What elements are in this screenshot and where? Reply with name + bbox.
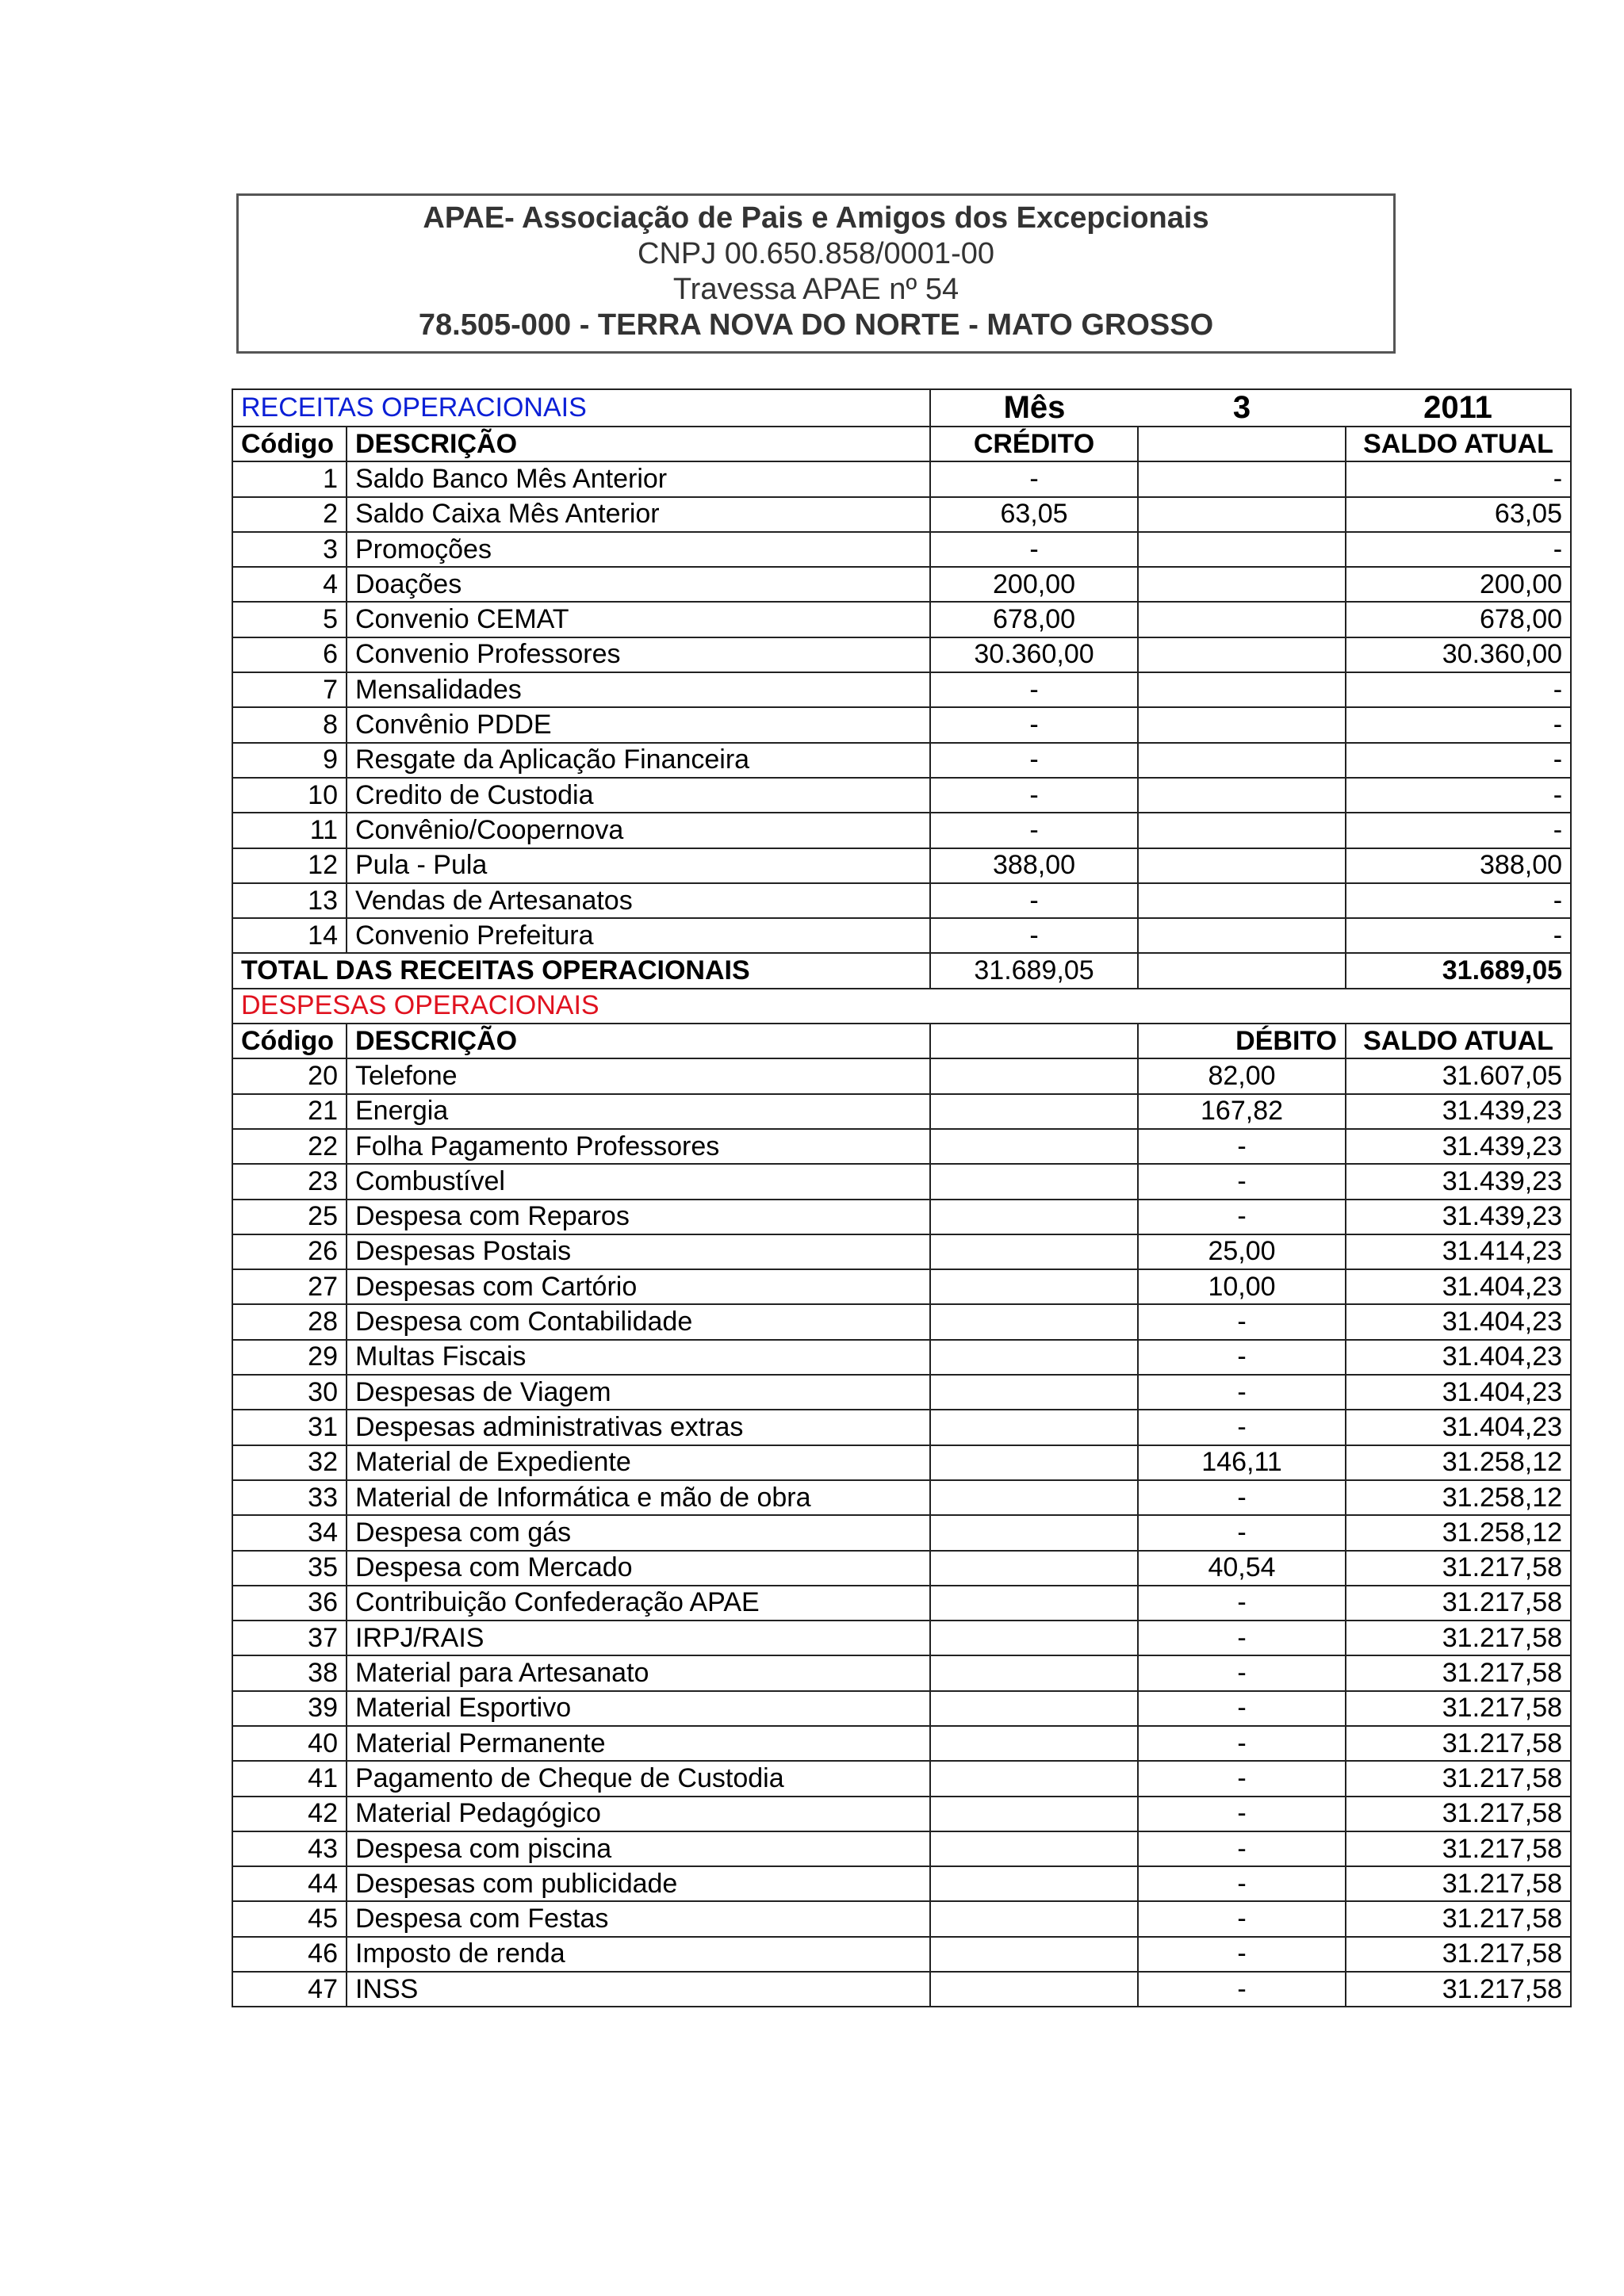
row-empty xyxy=(930,1164,1138,1199)
table-row xyxy=(232,1515,1571,1550)
table-row xyxy=(232,1621,1571,1655)
row-codigo: 8 xyxy=(232,707,347,742)
table-row xyxy=(232,1726,1571,1761)
table-row xyxy=(232,813,1571,848)
table-row xyxy=(232,1691,1571,1726)
row-descricao: Pagamento de Cheque de Custodia xyxy=(347,1761,930,1796)
row-descricao: Imposto de renda xyxy=(347,1937,930,1972)
despesas-title-row xyxy=(232,989,1571,1024)
receitas-title: RECEITAS OPERACIONAIS xyxy=(232,389,930,427)
row-descricao: Credito de Custodia xyxy=(347,778,930,813)
row-descricao: Despesa com piscina xyxy=(347,1831,930,1866)
row-empty xyxy=(930,1655,1138,1690)
row-empty xyxy=(930,1691,1138,1726)
row-saldo: 31.258,12 xyxy=(1346,1515,1571,1550)
table-row xyxy=(232,1129,1571,1164)
col-empty xyxy=(930,1024,1138,1058)
receitas-header-row xyxy=(232,427,1571,461)
table-row xyxy=(232,1375,1571,1410)
total-credito: 31.689,05 xyxy=(930,953,1138,988)
row-codigo: 41 xyxy=(232,1761,347,1796)
col-codigo: Código xyxy=(232,1024,347,1058)
row-descricao: Promoções xyxy=(347,532,930,567)
col-saldo: SALDO ATUAL xyxy=(1346,427,1571,461)
row-empty xyxy=(1138,918,1346,953)
row-codigo: 36 xyxy=(232,1586,347,1621)
row-empty xyxy=(930,1094,1138,1129)
row-codigo: 12 xyxy=(232,848,347,883)
row-codigo: 42 xyxy=(232,1797,347,1831)
table-row xyxy=(232,532,1571,567)
row-empty xyxy=(1138,567,1346,602)
row-empty xyxy=(930,1866,1138,1901)
row-empty xyxy=(930,1304,1138,1339)
row-debito: - xyxy=(1138,1480,1346,1515)
row-codigo: 43 xyxy=(232,1831,347,1866)
table-row xyxy=(232,1058,1571,1093)
row-codigo: 6 xyxy=(232,637,347,672)
receitas-title-row xyxy=(232,389,1571,427)
row-codigo: 47 xyxy=(232,1972,347,2007)
row-empty xyxy=(930,1797,1138,1831)
row-debito: - xyxy=(1138,1410,1346,1445)
receitas-total-row xyxy=(232,953,1571,988)
row-codigo: 20 xyxy=(232,1058,347,1093)
row-descricao: Saldo Caixa Mês Anterior xyxy=(347,497,930,532)
row-codigo: 23 xyxy=(232,1164,347,1199)
row-codigo: 40 xyxy=(232,1726,347,1761)
col-descricao: DESCRIÇÃO xyxy=(347,427,930,461)
despesas-header-row xyxy=(232,1024,1571,1058)
org-address: Travessa APAE nº 54 xyxy=(672,273,959,306)
row-empty xyxy=(930,1340,1138,1375)
row-credito: - xyxy=(930,743,1138,778)
table-row xyxy=(232,1972,1571,2007)
row-empty xyxy=(930,1129,1138,1164)
table-row xyxy=(232,1200,1571,1234)
ledger-table xyxy=(232,388,1572,2007)
table-row xyxy=(232,567,1571,602)
row-descricao: Convênio PDDE xyxy=(347,707,930,742)
row-empty xyxy=(930,1551,1138,1586)
row-descricao: Despesas com publicidade xyxy=(347,1866,930,1901)
row-descricao: Despesas de Viagem xyxy=(347,1375,930,1410)
row-debito: - xyxy=(1138,1691,1346,1726)
row-credito: - xyxy=(930,532,1138,567)
table-row xyxy=(232,637,1571,672)
row-descricao: INSS xyxy=(347,1972,930,2007)
row-saldo: - xyxy=(1346,778,1571,813)
row-saldo: 31.217,58 xyxy=(1346,1551,1571,1586)
row-descricao: Despesas com Cartório xyxy=(347,1269,930,1304)
table-row xyxy=(232,461,1571,496)
row-debito: - xyxy=(1138,1129,1346,1164)
row-descricao: Despesa com Contabilidade xyxy=(347,1304,930,1339)
row-descricao: Pula - Pula xyxy=(347,848,930,883)
row-credito: - xyxy=(930,813,1138,848)
row-codigo: 31 xyxy=(232,1410,347,1445)
row-codigo: 13 xyxy=(232,883,347,918)
row-saldo: 388,00 xyxy=(1346,848,1571,883)
row-codigo: 30 xyxy=(232,1375,347,1410)
row-codigo: 34 xyxy=(232,1515,347,1550)
row-credito: - xyxy=(930,461,1138,496)
row-empty xyxy=(930,1375,1138,1410)
row-saldo: 31.414,23 xyxy=(1346,1234,1571,1269)
row-codigo: 21 xyxy=(232,1094,347,1129)
row-codigo: 1 xyxy=(232,461,347,496)
table-row xyxy=(232,672,1571,707)
row-empty xyxy=(930,1234,1138,1269)
row-saldo: - xyxy=(1346,672,1571,707)
row-descricao: Mensalidades xyxy=(347,672,930,707)
row-debito: - xyxy=(1138,1797,1346,1831)
table-row xyxy=(232,1655,1571,1690)
row-empty xyxy=(1138,883,1346,918)
despesas-title: DESPESAS OPERACIONAIS xyxy=(232,989,1571,1024)
row-credito: 63,05 xyxy=(930,497,1138,532)
col-saldo: SALDO ATUAL xyxy=(1346,1024,1571,1058)
despesas-rows xyxy=(232,1058,1571,2007)
row-codigo: 14 xyxy=(232,918,347,953)
row-saldo: 31.217,58 xyxy=(1346,1655,1571,1690)
row-debito: 40,54 xyxy=(1138,1551,1346,1586)
receitas-total-section xyxy=(232,953,1571,1058)
row-descricao: Material para Artesanato xyxy=(347,1655,930,1690)
row-empty xyxy=(930,1726,1138,1761)
row-codigo: 27 xyxy=(232,1269,347,1304)
row-saldo: 678,00 xyxy=(1346,602,1571,637)
row-descricao: IRPJ/RAIS xyxy=(347,1621,930,1655)
row-empty xyxy=(930,1586,1138,1621)
row-saldo: 31.404,23 xyxy=(1346,1410,1571,1445)
table-row xyxy=(232,1234,1571,1269)
row-debito: - xyxy=(1138,1972,1346,2007)
row-codigo: 5 xyxy=(232,602,347,637)
row-descricao: Convenio CEMAT xyxy=(347,602,930,637)
table-row xyxy=(232,1901,1571,1936)
table-row xyxy=(232,497,1571,532)
row-credito: 388,00 xyxy=(930,848,1138,883)
row-debito: - xyxy=(1138,1515,1346,1550)
row-descricao: Despesas administrativas extras xyxy=(347,1410,930,1445)
row-saldo: 31.217,58 xyxy=(1346,1937,1571,1972)
row-empty xyxy=(930,1269,1138,1304)
row-descricao: Contribuição Confederação APAE xyxy=(347,1586,930,1621)
row-empty xyxy=(1138,602,1346,637)
row-codigo: 7 xyxy=(232,672,347,707)
row-codigo: 29 xyxy=(232,1340,347,1375)
table-row xyxy=(232,602,1571,637)
row-descricao: Telefone xyxy=(347,1058,930,1093)
row-credito: - xyxy=(930,707,1138,742)
row-codigo: 3 xyxy=(232,532,347,567)
org-name: APAE- Associação de Pais e Amigos dos Excepcionais xyxy=(423,201,1209,235)
row-descricao: Convenio Professores xyxy=(347,637,930,672)
row-codigo: 44 xyxy=(232,1866,347,1901)
row-codigo: 22 xyxy=(232,1129,347,1164)
table-row xyxy=(232,1937,1571,1972)
table-row xyxy=(232,1866,1571,1901)
row-debito: 167,82 xyxy=(1138,1094,1346,1129)
row-saldo: 63,05 xyxy=(1346,497,1571,532)
organization-header xyxy=(236,193,1396,354)
table-row xyxy=(232,1094,1571,1129)
table-row xyxy=(232,1445,1571,1480)
row-empty xyxy=(1138,497,1346,532)
row-debito: 82,00 xyxy=(1138,1058,1346,1093)
row-saldo: - xyxy=(1346,743,1571,778)
row-codigo: 9 xyxy=(232,743,347,778)
col-credito: CRÉDITO xyxy=(930,427,1138,461)
total-saldo: 31.689,05 xyxy=(1346,953,1571,988)
row-codigo: 33 xyxy=(232,1480,347,1515)
row-debito: - xyxy=(1138,1655,1346,1690)
table-row xyxy=(232,778,1571,813)
row-codigo: 2 xyxy=(232,497,347,532)
table-row xyxy=(232,743,1571,778)
row-saldo: 31.217,58 xyxy=(1346,1901,1571,1936)
row-codigo: 28 xyxy=(232,1304,347,1339)
row-empty xyxy=(1138,637,1346,672)
org-city: 78.505-000 - TERRA NOVA DO NORTE - MATO GROSSO xyxy=(418,308,1214,342)
col-debito: DÉBITO xyxy=(1138,1024,1346,1058)
row-descricao: Material Esportivo xyxy=(347,1691,930,1726)
row-empty xyxy=(930,1972,1138,2007)
row-saldo: 31.258,12 xyxy=(1346,1445,1571,1480)
row-debito: - xyxy=(1138,1340,1346,1375)
row-debito: - xyxy=(1138,1375,1346,1410)
row-codigo: 35 xyxy=(232,1551,347,1586)
row-empty xyxy=(1138,707,1346,742)
row-debito: - xyxy=(1138,1586,1346,1621)
row-saldo: 31.217,58 xyxy=(1346,1761,1571,1796)
row-credito: 200,00 xyxy=(930,567,1138,602)
row-saldo: - xyxy=(1346,461,1571,496)
table-row xyxy=(232,1480,1571,1515)
row-codigo: 26 xyxy=(232,1234,347,1269)
row-saldo: 31.217,58 xyxy=(1346,1972,1571,2007)
row-descricao: Material Permanente xyxy=(347,1726,930,1761)
row-debito: - xyxy=(1138,1621,1346,1655)
row-credito: - xyxy=(930,778,1138,813)
row-credito: 30.360,00 xyxy=(930,637,1138,672)
row-saldo: 31.217,58 xyxy=(1346,1726,1571,1761)
row-debito: 10,00 xyxy=(1138,1269,1346,1304)
table-row xyxy=(232,1340,1571,1375)
row-saldo: 31.217,58 xyxy=(1346,1831,1571,1866)
row-saldo: 31.439,23 xyxy=(1346,1094,1571,1129)
mes-label: Mês xyxy=(930,389,1138,427)
row-saldo: - xyxy=(1346,883,1571,918)
row-descricao: Saldo Banco Mês Anterior xyxy=(347,461,930,496)
table-row xyxy=(232,1586,1571,1621)
org-cnpj: CNPJ 00.650.858/0001-00 xyxy=(638,237,994,270)
row-saldo: 30.360,00 xyxy=(1346,637,1571,672)
table-row xyxy=(232,1304,1571,1339)
row-empty xyxy=(930,1901,1138,1936)
row-saldo: 31.404,23 xyxy=(1346,1269,1571,1304)
row-debito: - xyxy=(1138,1831,1346,1866)
row-saldo: - xyxy=(1346,813,1571,848)
row-descricao: Despesa com Mercado xyxy=(347,1551,930,1586)
row-saldo: - xyxy=(1346,707,1571,742)
row-codigo: 37 xyxy=(232,1621,347,1655)
row-saldo: 31.217,58 xyxy=(1346,1691,1571,1726)
row-empty xyxy=(930,1831,1138,1866)
row-empty xyxy=(930,1621,1138,1655)
row-debito: - xyxy=(1138,1164,1346,1199)
row-descricao: Combustível xyxy=(347,1164,930,1199)
row-debito: - xyxy=(1138,1200,1346,1234)
row-credito: - xyxy=(930,918,1138,953)
row-descricao: Resgate da Aplicação Financeira xyxy=(347,743,930,778)
row-empty xyxy=(1138,813,1346,848)
row-empty xyxy=(930,1937,1138,1972)
col-codigo: Código xyxy=(232,427,347,461)
row-descricao: Convênio/Coopernova xyxy=(347,813,930,848)
row-empty xyxy=(930,1058,1138,1093)
row-descricao: Material de Informática e mão de obra xyxy=(347,1480,930,1515)
row-codigo: 39 xyxy=(232,1691,347,1726)
row-saldo: - xyxy=(1346,532,1571,567)
table-row xyxy=(232,1761,1571,1796)
table-row xyxy=(232,883,1571,918)
row-saldo: 31.404,23 xyxy=(1346,1375,1571,1410)
row-empty xyxy=(1138,743,1346,778)
row-descricao: Despesas Postais xyxy=(347,1234,930,1269)
row-descricao: Convenio Prefeitura xyxy=(347,918,930,953)
row-empty xyxy=(930,1445,1138,1480)
table-row xyxy=(232,1551,1571,1586)
table-row xyxy=(232,1410,1571,1445)
row-empty xyxy=(930,1410,1138,1445)
row-descricao: Material de Expediente xyxy=(347,1445,930,1480)
receitas-rows xyxy=(232,461,1571,953)
row-empty xyxy=(1138,672,1346,707)
row-empty xyxy=(1138,778,1346,813)
row-debito: - xyxy=(1138,1304,1346,1339)
col-descricao: DESCRIÇÃO xyxy=(347,1024,930,1058)
row-empty xyxy=(1138,461,1346,496)
row-saldo: 31.217,58 xyxy=(1346,1621,1571,1655)
row-empty xyxy=(930,1200,1138,1234)
row-saldo: 31.404,23 xyxy=(1346,1304,1571,1339)
row-descricao: Energia xyxy=(347,1094,930,1129)
row-debito: - xyxy=(1138,1726,1346,1761)
table-row xyxy=(232,1797,1571,1831)
table-row xyxy=(232,1164,1571,1199)
table-row xyxy=(232,707,1571,742)
row-saldo: 31.404,23 xyxy=(1346,1340,1571,1375)
row-empty xyxy=(930,1515,1138,1550)
row-saldo: 31.439,23 xyxy=(1346,1200,1571,1234)
row-debito: - xyxy=(1138,1937,1346,1972)
col-empty xyxy=(1138,427,1346,461)
row-codigo: 10 xyxy=(232,778,347,813)
row-codigo: 46 xyxy=(232,1937,347,1972)
row-credito: - xyxy=(930,672,1138,707)
row-codigo: 45 xyxy=(232,1901,347,1936)
row-descricao: Doações xyxy=(347,567,930,602)
row-descricao: Despesa com Festas xyxy=(347,1901,930,1936)
row-descricao: Material Pedagógico xyxy=(347,1797,930,1831)
row-descricao: Despesa com gás xyxy=(347,1515,930,1550)
row-saldo: 200,00 xyxy=(1346,567,1571,602)
row-debito: - xyxy=(1138,1761,1346,1796)
table-row xyxy=(232,1269,1571,1304)
receitas-section xyxy=(232,389,1571,461)
row-codigo: 25 xyxy=(232,1200,347,1234)
mes-value: 3 xyxy=(1138,389,1346,427)
total-label: TOTAL DAS RECEITAS OPERACIONAIS xyxy=(232,953,930,988)
ano-value: 2011 xyxy=(1346,389,1571,427)
row-saldo: 31.217,58 xyxy=(1346,1797,1571,1831)
row-credito: - xyxy=(930,883,1138,918)
table-row xyxy=(232,848,1571,883)
row-codigo: 4 xyxy=(232,567,347,602)
row-debito: 25,00 xyxy=(1138,1234,1346,1269)
row-descricao: Multas Fiscais xyxy=(347,1340,930,1375)
row-codigo: 32 xyxy=(232,1445,347,1480)
row-empty xyxy=(930,1480,1138,1515)
row-debito: - xyxy=(1138,1866,1346,1901)
row-empty xyxy=(930,1761,1138,1796)
row-codigo: 38 xyxy=(232,1655,347,1690)
row-saldo: 31.439,23 xyxy=(1346,1164,1571,1199)
total-empty xyxy=(1138,953,1346,988)
row-debito: 146,11 xyxy=(1138,1445,1346,1480)
table-row xyxy=(232,1831,1571,1866)
row-saldo: 31.258,12 xyxy=(1346,1480,1571,1515)
row-saldo: 31.439,23 xyxy=(1346,1129,1571,1164)
row-codigo: 11 xyxy=(232,813,347,848)
row-saldo: - xyxy=(1346,918,1571,953)
row-saldo: 31.217,58 xyxy=(1346,1866,1571,1901)
row-saldo: 31.217,58 xyxy=(1346,1586,1571,1621)
row-descricao: Vendas de Artesanatos xyxy=(347,883,930,918)
row-empty xyxy=(1138,532,1346,567)
row-empty xyxy=(1138,848,1346,883)
table-row xyxy=(232,918,1571,953)
row-descricao: Folha Pagamento Professores xyxy=(347,1129,930,1164)
row-credito: 678,00 xyxy=(930,602,1138,637)
row-saldo: 31.607,05 xyxy=(1346,1058,1571,1093)
row-debito: - xyxy=(1138,1901,1346,1936)
row-descricao: Despesa com Reparos xyxy=(347,1200,930,1234)
